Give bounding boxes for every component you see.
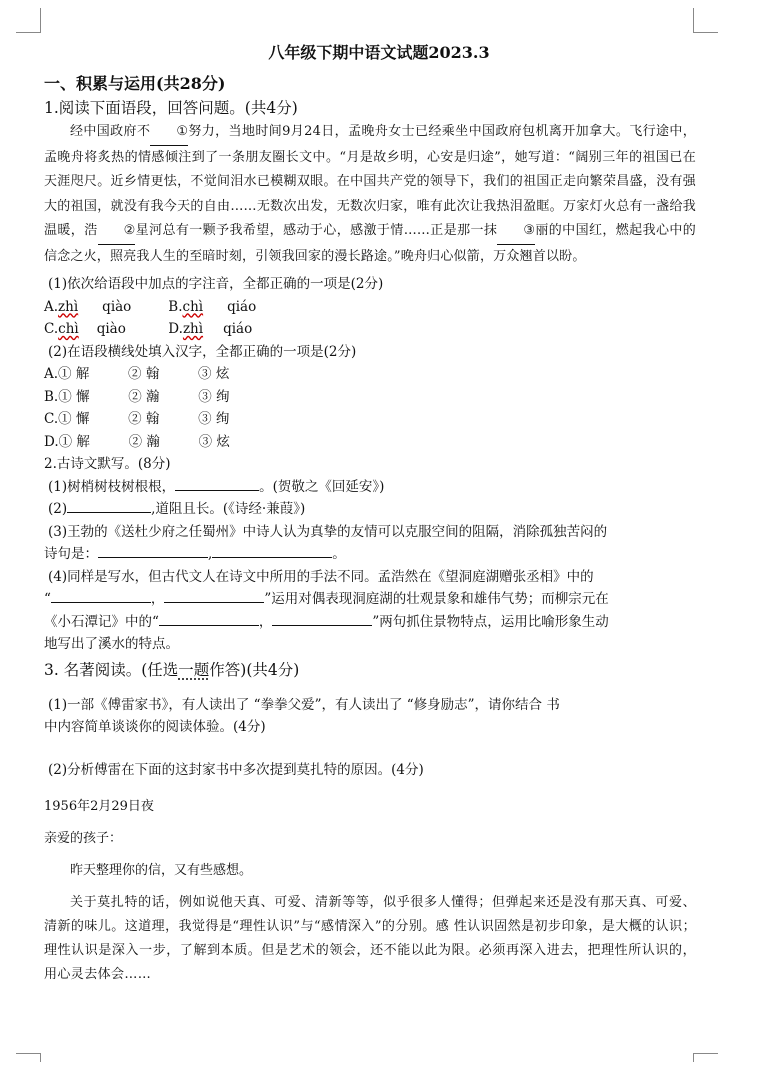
- question-2-prompt: 2.古诗文默写。(8分): [44, 456, 171, 472]
- option-part: ③ 绚: [198, 388, 230, 405]
- option-row: [44, 431, 696, 454]
- option-label: D.: [44, 433, 59, 450]
- page-title: 八年级下期中语文试题2023.3: [268, 43, 490, 62]
- passage-text: 热的情感倾注到了一条朋友圈长文中。“月是故乡明，心安是归途”，她写道：“阔别三年的祖国已在天涯咫尺。近乡情更怯，不觉间泪水已模糊双眼。在中国共产党的领导下，我们的祖国正走向繁荣昌盛，没有强大的祖国，就没有我今天的自由……无数次出发，无数次归家，唯有此次让我热泪盈眶。万家灯火总有一盏给我温暖，浩: [44, 149, 696, 238]
- poem-line-4b: [44, 588, 696, 611]
- option-label: B.: [168, 298, 183, 315]
- option-row: [44, 363, 696, 386]
- poem-line-3b: [44, 543, 696, 566]
- option-part: ③ 炫: [198, 433, 230, 450]
- poem-text: (2): [48, 501, 68, 517]
- answer-blank[interactable]: [164, 602, 264, 603]
- letter-date: 1956年2月29日夜: [44, 799, 154, 814]
- option-part: ③ 炫: [198, 366, 230, 382]
- poem-text: (3)王勃的《送杜少府之任蜀州》中诗人认为真挚的友情可以克服空间的阻隔，消除孤独苦闷的: [48, 523, 608, 540]
- poem-text: ,道阻且长。(《诗经·兼葭》): [151, 501, 306, 517]
- option-label: D.: [168, 321, 183, 337]
- answer-blank[interactable]: [175, 490, 259, 491]
- poem-text: 。(贺敬之《回延安》): [259, 478, 385, 495]
- passage-text: 努力，当地时间9月24日，孟晚舟女士已经乘坐中国政府包机离开加拿大。飞行途中，孟晚舟将: [44, 124, 696, 165]
- pinyin-a: zhì: [58, 298, 79, 315]
- passage-text: 丽的中国红，燃起我心中的信念之火，照亮我人生的至暗时刻，引领我回家的漫长路途。”晚舟归心似箭，万众: [44, 223, 696, 264]
- poem-text: (1)树梢树枝树根根，: [48, 478, 176, 495]
- pinyin-a: zhì: [182, 321, 204, 337]
- q3-text: 3. 名著阅读。(任选: [44, 660, 179, 679]
- poem-line-1: [44, 476, 696, 499]
- poem-line-4c: [44, 611, 696, 634]
- sub-question-3-2: (2)分析傅雷在下面的这封家书中多次提到莫扎特的原因。(4分): [48, 761, 424, 778]
- pinyin-a: chì: [58, 321, 79, 337]
- option-part: ② 瀚: [128, 433, 160, 450]
- poem-text: “: [44, 591, 51, 607]
- poem-text: (4)同样是写水，但古代文人在诗文中所用的手法不同。孟浩然在《望洞庭湖赠张丞相》中的: [48, 568, 594, 585]
- poem-line-2: [44, 498, 696, 521]
- corner-mark-top-right: [693, 8, 718, 33]
- question-3-prompt: [44, 658, 696, 680]
- option-row: [44, 386, 696, 409]
- poem-line-4: [44, 566, 696, 589]
- pinyin-b: qiào: [102, 298, 132, 315]
- passage-text: 经中国政府不: [70, 124, 151, 139]
- poem-text: ，: [150, 591, 165, 607]
- pinyin-b: qiáo: [227, 298, 257, 315]
- pinyin-a: chì: [182, 298, 204, 315]
- option-row: [44, 296, 696, 319]
- answer-blank[interactable]: [98, 557, 208, 558]
- poem-text: 《小石潭记》中的“: [44, 613, 159, 630]
- letter-paragraph-1: 昨天整理你的信，又有些感想。: [70, 863, 253, 878]
- blank-1: ①: [150, 120, 188, 146]
- poem-text: 。: [332, 546, 346, 562]
- poem-line-4d: 地写出了溪水的特点。: [44, 636, 179, 652]
- poem-text: ”两句抓住景物特点，运用比喻形象生动: [372, 613, 609, 630]
- answer-blank[interactable]: [212, 557, 332, 558]
- option-label: C.: [44, 321, 59, 337]
- section-heading: 一、积累与运用(共28分): [44, 74, 226, 93]
- option-part: ① 懈: [58, 388, 90, 405]
- option-part: ② 翰: [128, 366, 160, 382]
- option-part: ② 翰: [128, 411, 160, 427]
- sub-question-1-1: (1)依次给语段中加点的字注音，全都正确的一项是(2分): [48, 276, 384, 292]
- option-label: C.: [44, 411, 59, 427]
- option-row: [44, 408, 696, 431]
- answer-blank[interactable]: [67, 512, 151, 513]
- corner-mark-top-left: [16, 8, 41, 33]
- option-label: A.: [44, 366, 59, 382]
- option-label: B.: [44, 388, 59, 405]
- poem-text: ”运用对偶表现洞庭湖的壮观景象和雄伟气势；而柳宗元在: [264, 591, 609, 607]
- passage-text: 星河总有一颗予我希望，感动于心，感激于情……正是那一抹: [135, 223, 498, 238]
- corner-mark-bottom-left: [16, 1053, 41, 1062]
- sub-question-1-2: (2)在语段横线处填入汉字，全都正确的一项是(2分): [48, 343, 357, 360]
- dotted-char-2: 翘: [519, 248, 533, 264]
- poem-text: ，: [258, 613, 273, 630]
- passage-text: 首以盼。: [532, 248, 586, 264]
- answer-blank[interactable]: [272, 625, 372, 626]
- blank-3: ③: [497, 219, 535, 245]
- question-1-prompt: 1.阅读下面语段，回答问题。(共4分): [44, 99, 298, 117]
- option-row: [44, 318, 696, 341]
- poem-text: 诗句是：: [44, 546, 98, 562]
- answer-blank[interactable]: [159, 625, 259, 626]
- corner-mark-bottom-right: [693, 1053, 718, 1062]
- poem-line-3: [44, 521, 696, 544]
- q3-emphasis: 一题: [178, 660, 210, 679]
- option-part: ① 懈: [58, 411, 90, 427]
- pinyin-b: qiào: [96, 321, 126, 337]
- poem-text: ,: [208, 546, 213, 562]
- sub-question-3-1: (1)一部《傅雷家书》，有人读出了 “拳拳父爱”，有人读出了 “修身励志”，请你结合 书: [48, 696, 560, 713]
- letter-greeting: 亲爱的孩子：: [44, 831, 123, 846]
- letter-paragraph-2: 关于莫扎特的话，例如说他天真、可爱、清新等等，似乎很多人懂得；但弹起来还是没有那天真、可爱、清新的味儿。这道理，我觉得是“理性认识”与“感情深入”的分别。感 性认识固然是初步印象，是大概的认识；理性认识是深入一步，了解到本质。但是艺术的领会，还不能以此为限。必须再深入进去，把理性所认识的，用心灵去体会……: [44, 895, 696, 982]
- option-part: ① 解: [58, 366, 90, 382]
- blank-2: ②: [98, 219, 136, 245]
- document-page: [44, 40, 696, 987]
- option-label: A.: [44, 298, 59, 315]
- dotted-char-1: 炙: [97, 149, 112, 165]
- option-part: ② 瀚: [128, 388, 160, 405]
- sub-question-3-1b: 中内容简单谈谈你的阅读体验。(4分): [44, 719, 266, 735]
- answer-blank[interactable]: [51, 602, 151, 603]
- option-part: ③ 绚: [198, 411, 230, 427]
- pinyin-b: qiáo: [223, 321, 253, 337]
- option-part: ① 解: [58, 433, 90, 450]
- reading-passage: [44, 120, 696, 269]
- q3-text: 作答)(共4分): [209, 660, 300, 679]
